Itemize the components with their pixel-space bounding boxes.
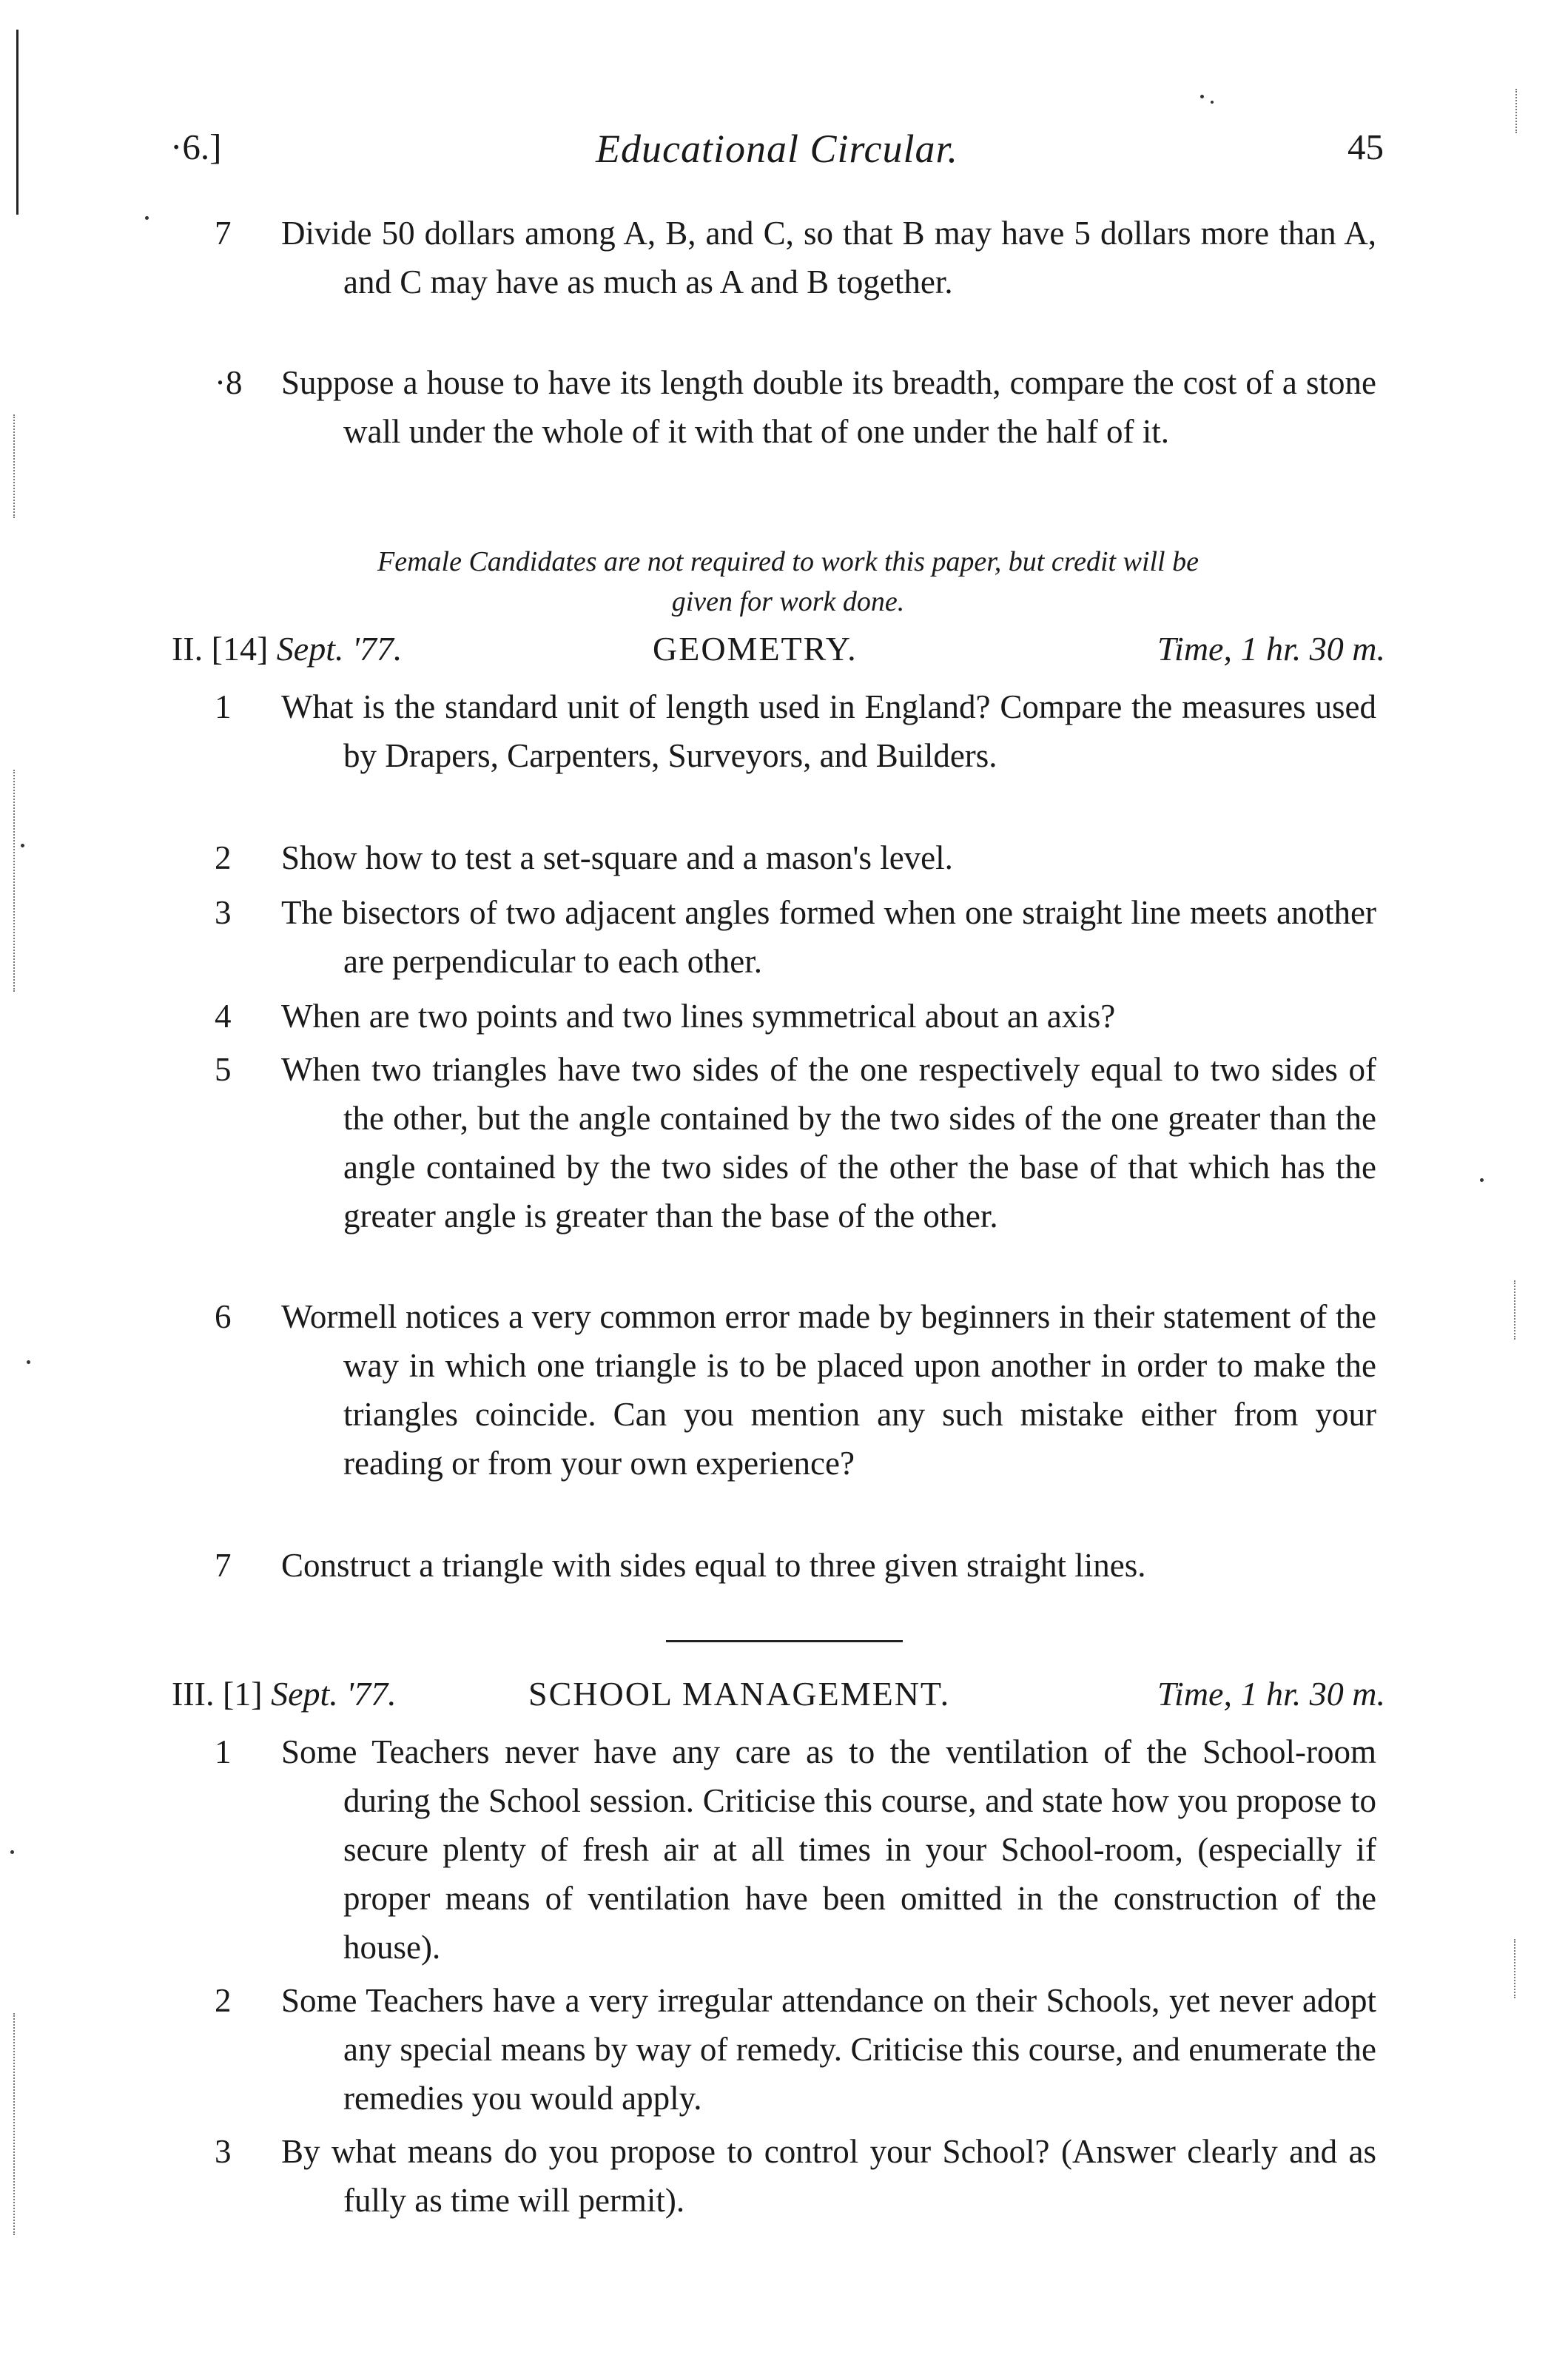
question-number: 3 <box>215 2133 232 2170</box>
question-number: 4 <box>215 998 232 1035</box>
page-number: 45 <box>1347 127 1384 167</box>
note-line: Female Candidates are not required to work this paper, but credit will be <box>377 546 1199 577</box>
scan-speck <box>145 216 149 220</box>
right-edge-dots <box>1515 89 1518 133</box>
school-management-heading <box>172 1674 1385 1723</box>
question-text: Divide 50 dollars among A, B, and C, so that B may have 5 dollars more than A, and C may have as much as A and B together. <box>281 215 1376 300</box>
question-item <box>215 1045 1376 1240</box>
question-text: Some Teachers never have any care as to the ventilation of the School-room during the School session. Criticise this course, and state how you propose to secure plenty of fresh air at all times in your School-room, (especially if proper means of ventilation have been omitted in the construction of the house). <box>281 1733 1376 1966</box>
question-text: The bisectors of two adjacent angles formed when one straight line meets another are perpendicular to each other. <box>281 894 1376 980</box>
question-item <box>215 209 1376 306</box>
question-number: 1 <box>215 688 232 725</box>
scan-speck <box>27 1360 30 1364</box>
section-date: Sept. '77. <box>271 1675 397 1713</box>
question-text: Suppose a house to have its length double its breadth, compare the cost of a stone wall under the whole of it with that of one under the half of it. <box>281 364 1376 450</box>
question-item <box>215 682 1376 780</box>
binding-edge-dots <box>13 770 16 992</box>
section-number: II. [14] <box>172 630 269 668</box>
scan-speck <box>1211 101 1214 104</box>
section-subject: GEOMETRY. <box>653 630 858 668</box>
header-section-ref: ·6.] <box>170 127 222 167</box>
right-edge-dots <box>1514 1939 1517 1998</box>
question-number: 2 <box>215 839 232 876</box>
question-item <box>215 1976 1376 2123</box>
question-text: What is the standard unit of length used in England? Compare the measures used by Drapers, Carpenters, Surveyors, and Builders. <box>281 688 1376 774</box>
question-item <box>215 1727 1376 1972</box>
question-number: 3 <box>215 894 232 931</box>
section-number: III. [1] <box>172 1675 263 1713</box>
question-item <box>215 833 1376 882</box>
section-time: Time, 1 hr. 30 m. <box>1157 1675 1385 1713</box>
question-text: Show how to test a set-square and a mason's level. <box>281 839 953 876</box>
question-item <box>215 1541 1376 1590</box>
question-number: 1 <box>215 1733 232 1770</box>
question-item <box>215 2127 1376 2225</box>
running-header <box>170 126 1384 185</box>
question-number: 7 <box>215 215 232 252</box>
section-subject: SCHOOL MANAGEMENT. <box>528 1675 951 1713</box>
question-text: When are two points and two lines symmetrical about an axis? <box>281 998 1116 1035</box>
binding-edge-dots <box>13 414 16 518</box>
geometry-heading <box>172 629 1385 678</box>
question-text: Some Teachers have a very irregular attendance on their Schools, yet never adopt any special means by way of remedy. Criticise this course, and enumerate the remedies you would apply. <box>281 1982 1376 2117</box>
section-label <box>172 1674 397 1713</box>
section-divider <box>666 1640 903 1642</box>
header-title: Educational Circular. <box>596 127 958 171</box>
scan-speck <box>10 1850 14 1854</box>
section-time: Time, 1 hr. 30 m. <box>1157 630 1385 668</box>
question-item <box>215 888 1376 986</box>
right-edge-dots <box>1514 1280 1517 1340</box>
note-line: given for work done. <box>671 586 905 617</box>
scan-speck <box>1200 95 1204 98</box>
question-number: 2 <box>215 1982 232 2019</box>
question-text: By what means do you propose to control your School? (Answer clearly and as fully as time will permit). <box>281 2133 1376 2219</box>
female-candidates-note <box>222 542 1354 622</box>
question-text: When two triangles have two sides of the one respectively equal to two sides of the other, but the angle contained by the two sides of the one greater than the angle contained by the two sides of the other the base of that which has the greater angle is greater than the base of the other. <box>281 1051 1376 1234</box>
scan-speck <box>1480 1178 1484 1182</box>
binding-edge-dots <box>13 2013 16 2235</box>
scan-speck <box>21 844 24 847</box>
question-number: 5 <box>215 1051 232 1088</box>
question-number: 7 <box>215 1547 232 1584</box>
binding-edge-line <box>16 30 18 215</box>
question-item <box>215 992 1376 1041</box>
section-label <box>172 629 402 668</box>
question-item <box>215 1292 1376 1488</box>
section-date: Sept. '77. <box>276 630 403 668</box>
question-number: 6 <box>215 1298 232 1335</box>
question-item <box>215 358 1376 456</box>
question-text: Wormell notices a very common error made by beginners in their statement of the way in which one triangle is to be placed upon another in order to make the triangles coincide. Can you mention any such mistake either from your reading or from your own experience? <box>281 1298 1376 1482</box>
question-number: ·8 <box>215 364 243 401</box>
question-text: Construct a triangle with sides equal to three given straight lines. <box>281 1547 1146 1584</box>
